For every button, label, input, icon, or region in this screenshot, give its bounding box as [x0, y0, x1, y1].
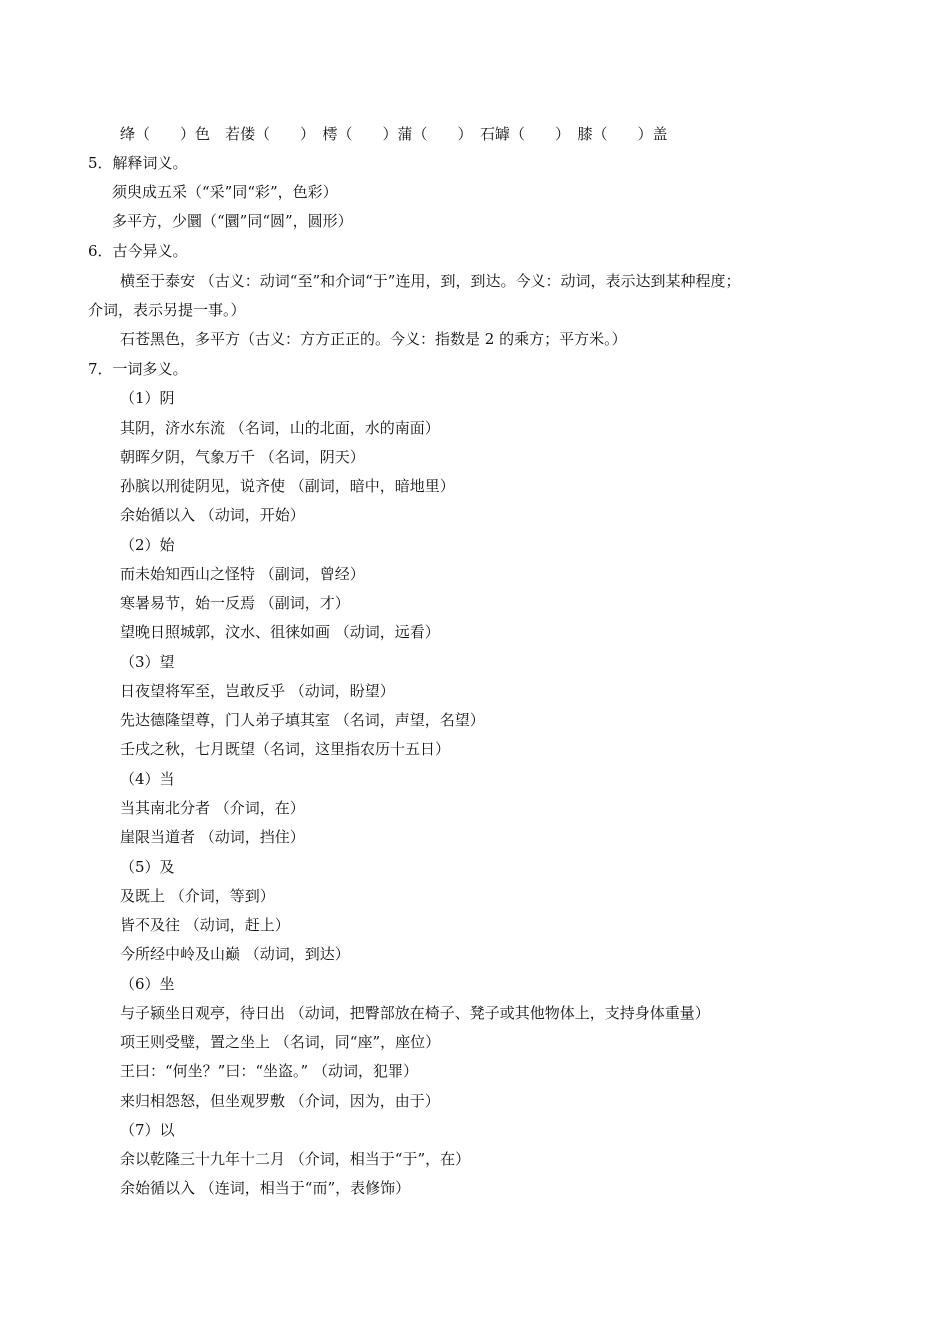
example-line: 朝晖夕阴，气象万千 （名词，阴天） [120, 448, 365, 466]
section-heading-5: 5．解释词义。 [88, 154, 188, 172]
example-line: 项王则受璧，置之坐上 （名词，同“座”，座位） [120, 1033, 441, 1051]
section-heading-6: 6．古今异义。 [88, 242, 188, 260]
subheading-yi: （7）以 [120, 1121, 175, 1139]
example-line: 今所经中岭及山巅 （动词，到达） [120, 945, 350, 963]
example-line: 与子颍坐日观亭，待日出 （动词，把臀部放在椅子、凳子或其他物体上，支持身体重量） [120, 1004, 710, 1022]
example-line: 皆不及往 （动词，赶上） [120, 916, 290, 934]
example-line: 余始循以入 （动词，开始） [120, 506, 305, 524]
ancient-modern-line: 横至于泰安 （古义：动词“至”和介词“于”连用，到，到达。今义：动词，表示达到某种程度； [120, 272, 741, 290]
subheading-dang: （4）当 [120, 770, 175, 788]
word-meaning-line: 须臾成五采（“采”同“彩”，色彩） [112, 183, 338, 201]
fill-blank-pronunciation-line: 绛（ ）色 若偻（ ） 樗（ ）蒲（ ） 石罅（ ） 膝（ ）盖 [120, 125, 668, 143]
example-line: 余以乾隆三十九年十二月 （介词，相当于“于”，在） [120, 1150, 471, 1168]
subheading-ji: （5）及 [120, 858, 175, 876]
example-line: 孙膑以刑徒阴见，说齐使 （副词，暗中，暗地里） [120, 477, 455, 495]
example-line: 壬戌之秋，七月既望（名词，这里指农历十五日） [120, 740, 451, 758]
example-line: 及既上 （介词，等到） [120, 887, 275, 905]
ancient-modern-line: 石苍黑色，多平方（古义：方方正正的。今义：指数是 2 的乘方；平方米。） [120, 330, 627, 348]
example-line: 崖限当道者 （动词，挡住） [120, 828, 305, 846]
ancient-modern-line-cont: 介词，表示另提一事。） [88, 301, 246, 319]
subheading-zuo: （6）坐 [120, 975, 175, 993]
section-heading-7: 7．一词多义。 [88, 360, 188, 378]
example-line: 来归相怨怒，但坐观罗敷 （介词，因为，由于） [120, 1092, 440, 1110]
example-line: 王曰：“何坐？”曰：“坐盗。” （动词，犯罪） [120, 1062, 418, 1080]
example-line: 当其南北分者 （介词，在） [120, 799, 305, 817]
example-line: 余始循以入 （连词，相当于“而”，表修饰） [120, 1179, 411, 1197]
subheading-yin: （1）阴 [120, 389, 175, 407]
example-line: 日夜望将军至，岂敢反乎 （动词，盼望） [120, 682, 395, 700]
subheading-shi: （2）始 [120, 536, 175, 554]
example-line: 先达德隆望尊，门人弟子填其室 （名词，声望，名望） [120, 711, 485, 729]
example-line: 寒暑易节，始一反焉 （副词，才） [120, 594, 350, 612]
word-meaning-line: 多平方，少圜（“圜”同“圆”，圆形） [112, 212, 353, 230]
example-line: 其阴，济水东流 （名词，山的北面，水的南面） [120, 419, 440, 437]
subheading-wang: （3）望 [120, 653, 175, 671]
example-line: 望晚日照城郭，汶水、徂徕如画 （动词，远看） [120, 623, 440, 641]
example-line: 而未始知西山之怪特 （副词，曾经） [120, 565, 365, 583]
